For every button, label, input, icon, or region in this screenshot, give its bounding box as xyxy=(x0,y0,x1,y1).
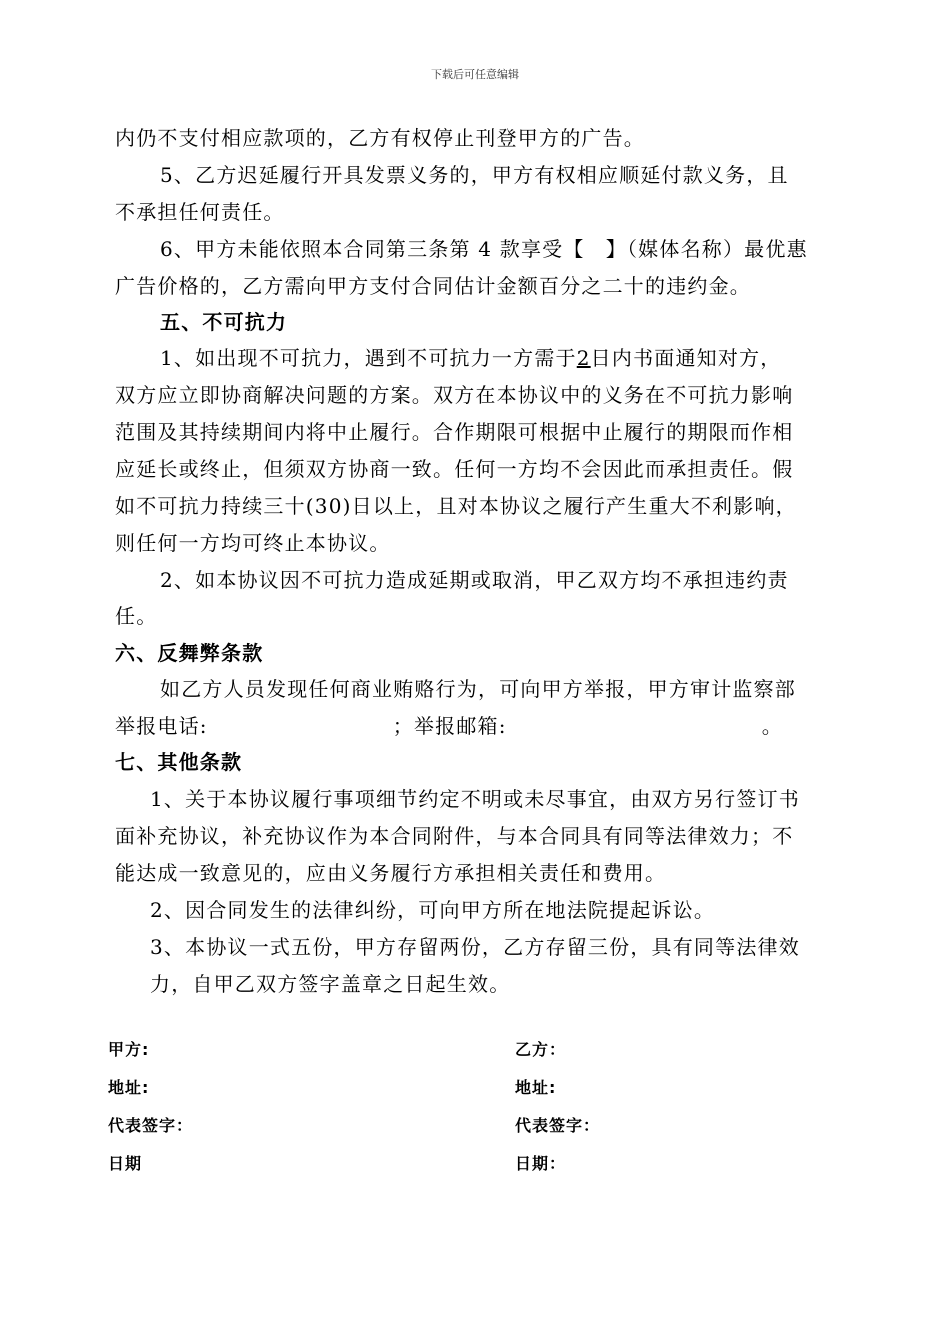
paragraph-line: 1、关于本协议履行事项细节约定不明或未尽事宜，由双方另行签订书 xyxy=(150,787,800,811)
paragraph-line: 能达成一致意见的，应由义务履行方承担相关责任和费用。 xyxy=(115,861,667,885)
party-a-address-label: 地址: xyxy=(108,1078,150,1097)
line-end-mark: 。 xyxy=(761,714,783,738)
paragraph-line: 5、乙方迟延履行开具发票义务的，甲方有权相应顺延付款义务，且 xyxy=(160,163,789,187)
paragraph-line: 如乙方人员发现任何商业贿赂行为，可向甲方举报，甲方审计监察部 xyxy=(160,677,796,701)
clause-text: 1、如出现不可抗力，遇到不可抗力一方需于 xyxy=(160,346,577,370)
paragraph-line: 不承担任何责任。 xyxy=(115,200,285,224)
report-email-label: ；举报邮箱: xyxy=(392,714,507,738)
paragraph-line: 如不可抗力持续三十(30)日以上，且对本协议之履行产生重大不利影响， xyxy=(115,494,797,518)
section-heading: 六、反舞弊条款 xyxy=(115,641,264,665)
paragraph-line: 应延长或终止，但须双方协商一致。任何一方均不会因此而承担责任。假 xyxy=(115,457,794,481)
paragraph-line: 6、甲方未能依照本合同第三条第 4 款享受【 】（媒体名称）最优惠 xyxy=(160,237,808,261)
paragraph-line: 内仍不支付相应款项的，乙方有权停止刊登甲方的广告。 xyxy=(115,126,645,150)
paragraph-line xyxy=(160,339,850,377)
page-header: 下载后可任意编辑 xyxy=(431,68,519,81)
paragraph-line: 3、本协议一式五份，甲方存留两份，乙方存留三份，具有同等法律效 xyxy=(150,935,800,959)
paragraph-line: 力，自甲乙双方签字盖章之日起生效。 xyxy=(150,972,511,996)
paragraph-line: 面补充协议，补充协议作为本合同附件，与本合同具有同等法律效力；不 xyxy=(115,824,794,848)
party-a-date-label: 日期 xyxy=(108,1154,143,1173)
party-b-representative-label: 代表签字： xyxy=(515,1116,601,1135)
section-heading: 五、不可抗力 xyxy=(160,310,288,334)
clause-text: 日内书面通知对方， xyxy=(590,346,782,370)
paragraph-line: 2、因合同发生的法律纠纷，可向甲方所在地法院提起诉讼。 xyxy=(150,898,716,922)
paragraph-line: 双方应立即协商解决问题的方案。双方在本协议中的义务在不可抗力影响 xyxy=(115,383,794,407)
paragraph-line: 则任何一方均可终止本协议。 xyxy=(115,531,391,555)
paragraph-line: 广告价格的，乙方需向甲方支付合同估计金额百分之二十的违约金。 xyxy=(115,274,751,298)
paragraph-line: 任。 xyxy=(115,604,158,628)
party-a-label: 甲方: xyxy=(108,1040,150,1059)
paragraph-line xyxy=(115,707,845,745)
days-value: 2 xyxy=(576,346,591,370)
party-b-date-label: 日期： xyxy=(515,1154,567,1173)
report-phone-label: 举报电话: xyxy=(115,714,208,738)
section-heading: 七、其他条款 xyxy=(115,750,243,774)
party-b-label: 乙方： xyxy=(515,1040,567,1059)
paragraph-line: 范围及其持续期间内将中止履行。合作期限可根据中止履行的期限而作相 xyxy=(115,420,794,444)
paragraph-line: 2、如本协议因不可抗力造成延期或取消，甲乙双方均不承担违约责 xyxy=(160,568,789,592)
party-a-representative-label: 代表签字： xyxy=(108,1116,194,1135)
party-b-address-label: 地址: xyxy=(515,1078,557,1097)
